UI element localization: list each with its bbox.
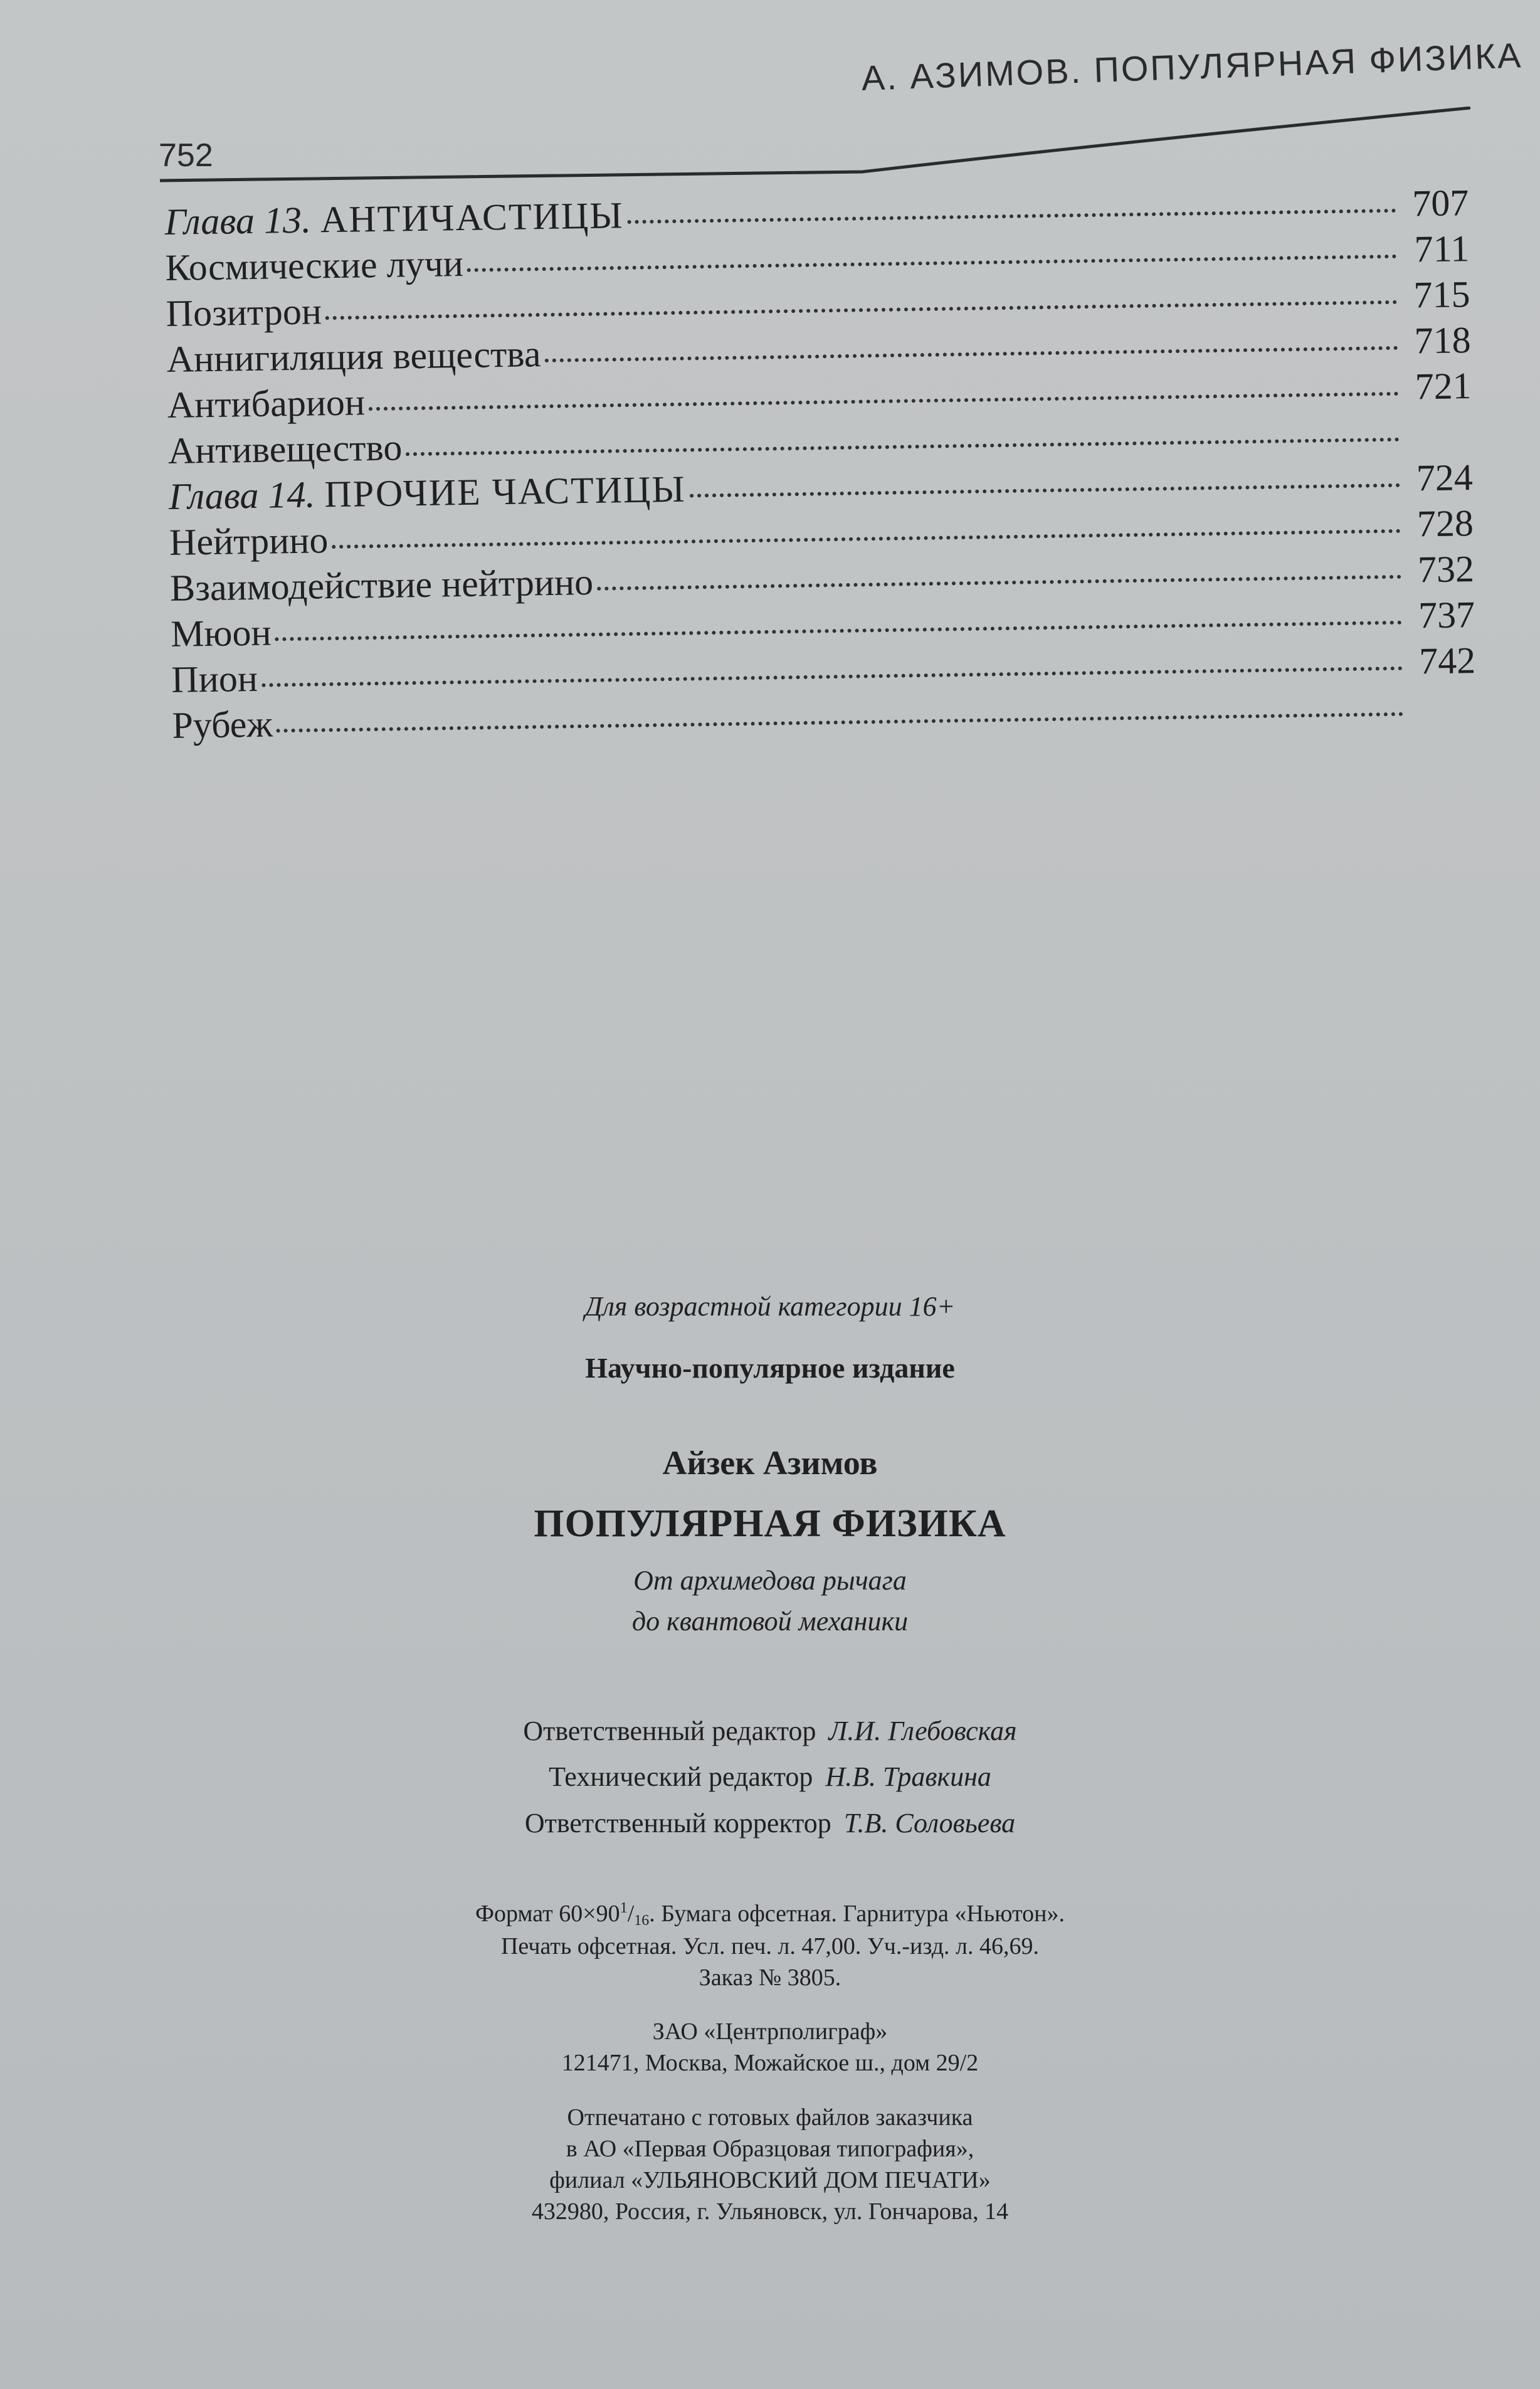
printer-line-2: в АО «Первая Образцовая типография»,	[566, 2136, 974, 2162]
table-of-contents	[164, 180, 1477, 749]
age-category: Для возрастной категории 16+	[584, 1291, 956, 1322]
edition-type: Научно-популярное издание	[585, 1352, 955, 1384]
toc-page-number	[1403, 444, 1472, 445]
editor-credit	[0, 1807, 1540, 1839]
editor-credit	[0, 1715, 1540, 1747]
toc-entry-title: Аннигиляция вещества	[166, 333, 541, 380]
toc-page-number	[1408, 719, 1477, 720]
toc-page-number: 732	[1417, 548, 1475, 591]
dot-leader	[325, 300, 1398, 320]
dot-leader	[261, 666, 1403, 687]
dot-leader	[628, 208, 1396, 224]
print-specs: Печать офсетная. Усл. печ. л. 47,00. Уч.-изд. л. 46,69.	[500, 1933, 1040, 1959]
toc-entry-title: Взаимодействие нейтрино	[169, 561, 594, 609]
editor-role: Ответственный корректор	[524, 1808, 831, 1838]
editor-name: Т.В. Соловьева	[843, 1808, 1016, 1838]
publisher-address: 121471, Москва, Можайское ш., дом 29/2	[561, 2050, 979, 2076]
chapter-prefix: Глава 14.	[168, 473, 315, 517]
chapter-title: ПРОЧИЕ ЧАСТИЦЫ	[324, 468, 687, 515]
editor-name: Н.В. Травкина	[825, 1761, 991, 1792]
dot-leader	[406, 437, 1399, 456]
publisher-name: ЗАО «Центрполиграф»	[652, 2018, 888, 2045]
order-number: Заказ № 3805.	[699, 1964, 841, 1991]
toc-entry-title: Антивещество	[167, 426, 403, 472]
printer-line-1: Отпечатано с готовых файлов заказчика	[567, 2104, 973, 2131]
format-prefix: Формат 60×90	[475, 1901, 620, 1927]
toc-entry-title: Космические лучи	[165, 242, 464, 288]
toc-entry-title: Позитрон	[166, 290, 322, 334]
toc-page-number: 728	[1416, 502, 1474, 545]
toc-entry-title: Рубеж	[171, 703, 273, 746]
toc-entry-title	[164, 192, 624, 245]
subtitle-line-1: От архимедова рычага	[633, 1565, 907, 1596]
toc-page-number: 724	[1416, 456, 1474, 499]
toc-page-number: 707	[1411, 182, 1469, 224]
dot-leader	[275, 620, 1403, 641]
format-suffix: . Бумага офсетная. Гарнитура «Ньютон».	[649, 1901, 1065, 1927]
subtitle-line-2: до квантовой механики	[631, 1606, 909, 1637]
header-rule-line	[160, 108, 1470, 181]
printer-line-4: 432980, Россия, г. Ульяновск, ул. Гончарова, 14	[531, 2198, 1009, 2225]
toc-entry-title: Мюон	[170, 611, 272, 655]
author-name: Айзек Азимов	[662, 1444, 878, 1482]
format-sub: 16	[634, 1912, 650, 1929]
editor-credit	[0, 1761, 1540, 1793]
chapter-prefix: Глава 13.	[164, 199, 312, 243]
dot-leader	[332, 529, 1401, 549]
toc-entry-title: Антибарион	[167, 381, 366, 426]
toc-page-number: 721	[1415, 365, 1472, 408]
chapter-title: АНТИЧАСТИЦЫ	[320, 194, 625, 241]
dot-leader	[690, 483, 1400, 498]
format-slash: /	[627, 1901, 635, 1927]
printer-line-3: филиал «УЛЬЯНОВСКИЙ ДОМ ПЕЧАТИ»	[549, 2167, 991, 2193]
toc-entry-title: Пион	[171, 657, 258, 700]
running-head: А. АЗИМОВ. ПОПУЛЯРНАЯ ФИЗИКА	[860, 35, 1524, 98]
format-line	[0, 1900, 1540, 1929]
dot-leader	[545, 345, 1398, 362]
editor-role: Технический редактор	[549, 1761, 813, 1792]
toc-page-number: 718	[1414, 319, 1472, 362]
dot-leader	[597, 574, 1401, 591]
page-number: 752	[159, 137, 213, 174]
editor-role: Ответственный редактор	[523, 1716, 816, 1746]
book-title: ПОПУЛЯРНАЯ ФИЗИКА	[534, 1502, 1006, 1545]
dot-leader	[277, 712, 1403, 733]
toc-page-number: 737	[1418, 594, 1475, 636]
dot-leader	[467, 254, 1397, 272]
format-sup: 1	[620, 1900, 628, 1916]
toc-entry-title	[168, 467, 686, 520]
toc-page-number: 715	[1413, 273, 1470, 316]
toc-page-number: 711	[1414, 228, 1470, 270]
toc-page-number: 742	[1418, 640, 1476, 682]
dot-leader	[369, 391, 1399, 411]
editor-name: Л.И. Глебовская	[828, 1716, 1017, 1746]
toc-entry-title: Нейтрино	[169, 519, 329, 563]
